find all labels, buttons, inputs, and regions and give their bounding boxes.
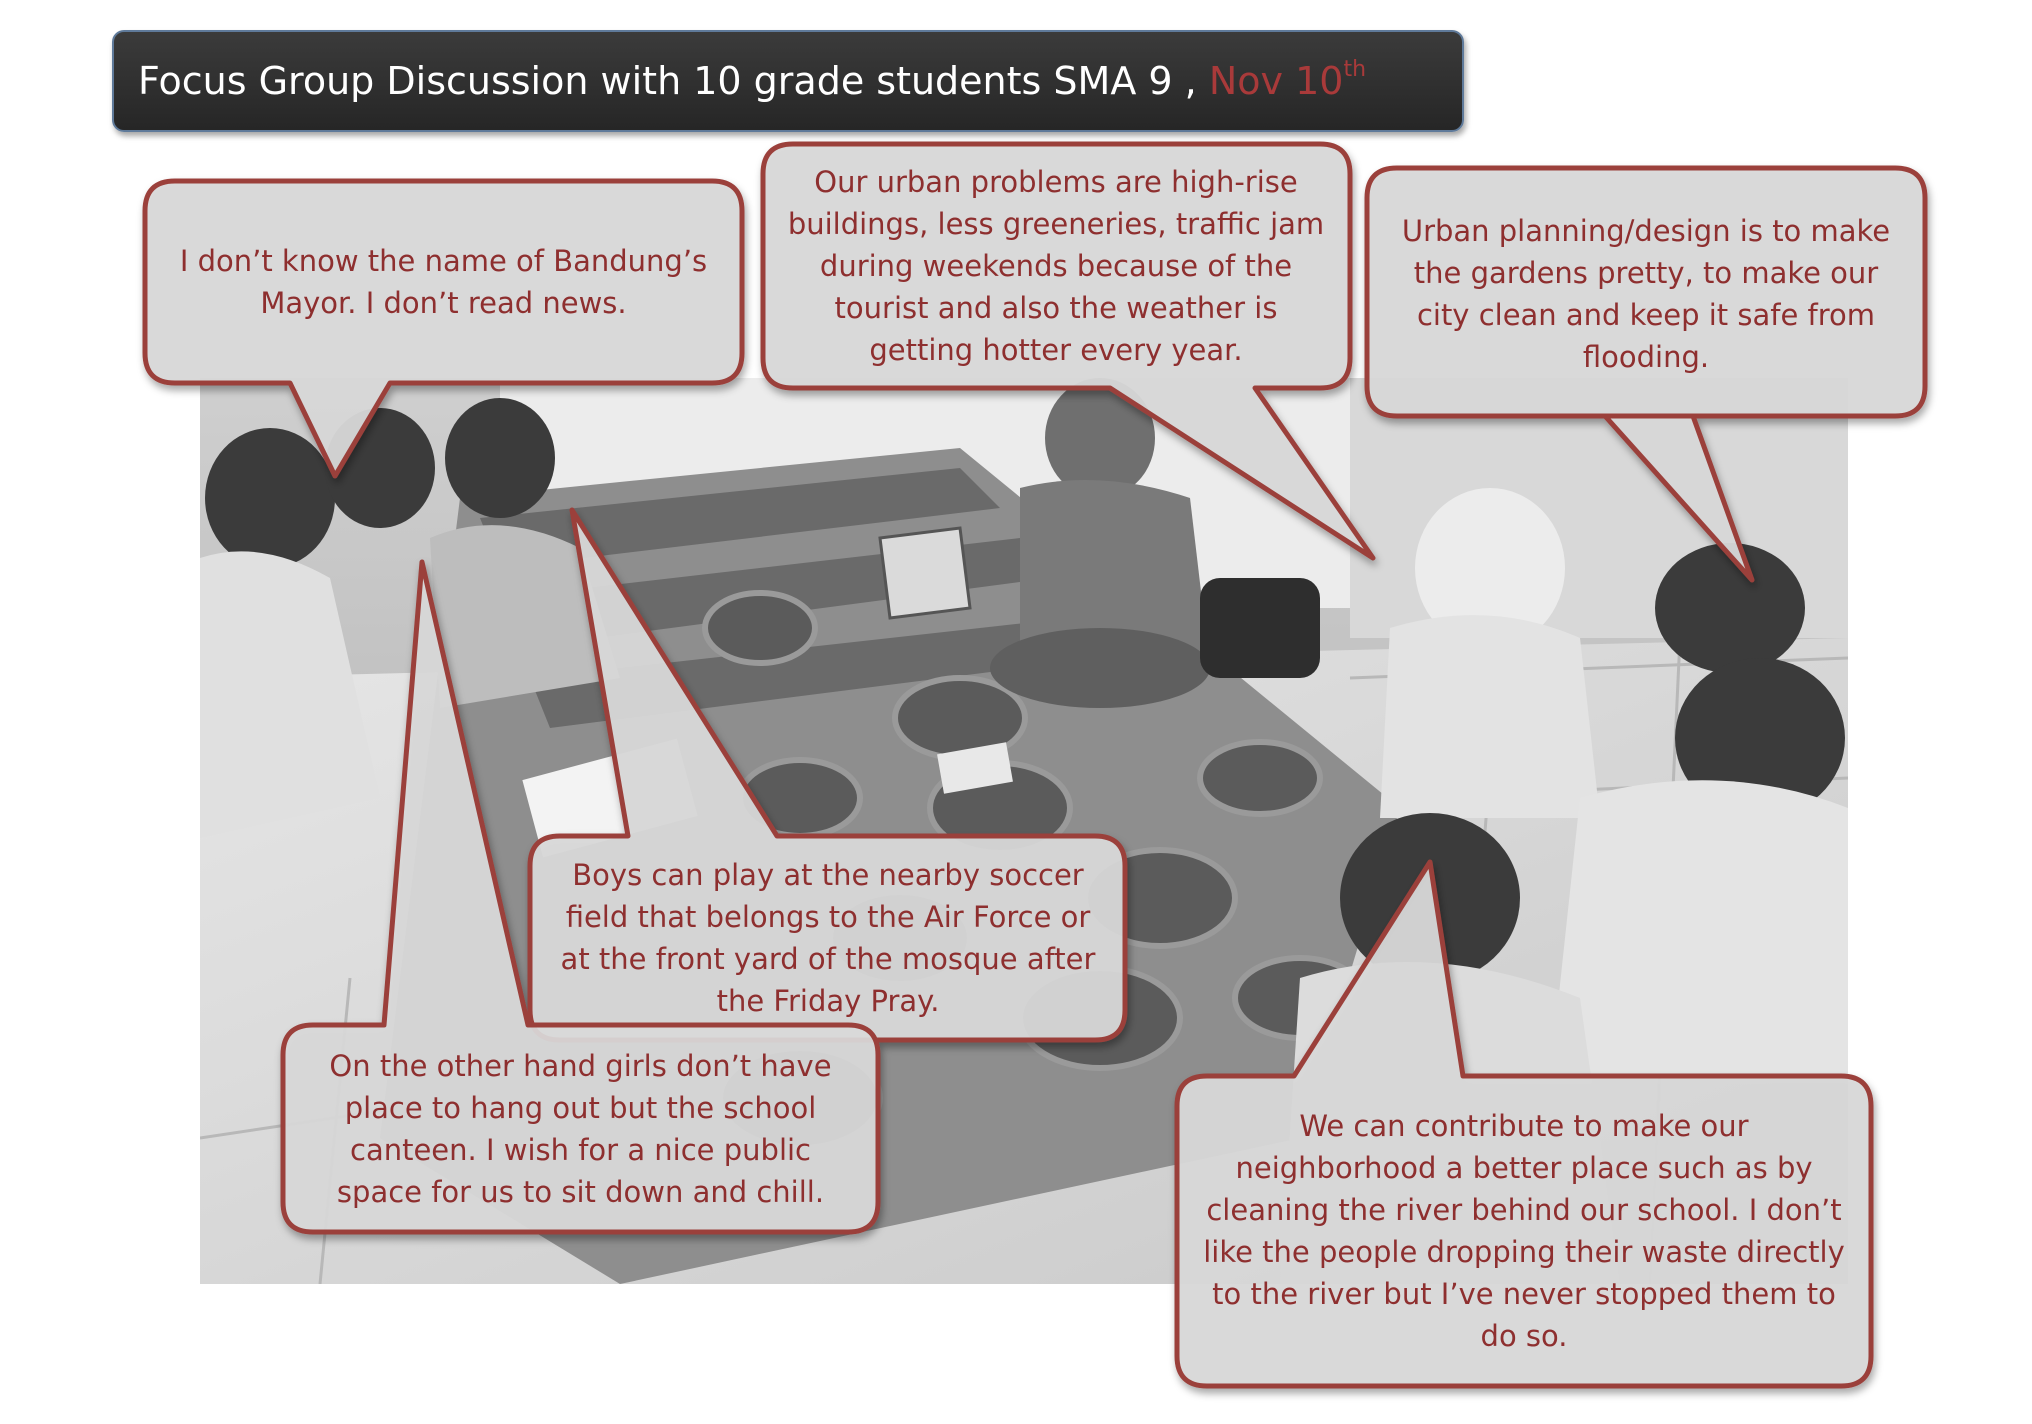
quote-urban-problems: Our urban problems are high-rise buildings, less greeneries, traffic jam during weekends because of the tourist and also the weather is getting hotter every year. bbox=[787, 165, 1325, 367]
title-date: Nov 10th bbox=[1208, 57, 1367, 103]
quote-boys-play: Boys can play at the nearby soccer field that belongs to the Air Force or at the front yard of the mosque after the Friday Pray. bbox=[560, 858, 1096, 1018]
quote-girls-space: On the other hand girls don’t have place to hang out but the school canteen. I wish for a nice public space for us to sit down and chill. bbox=[329, 1049, 832, 1209]
title-main: Focus Group Discussion with 10 grade students SMA 9 , bbox=[138, 59, 1197, 103]
title-date-suffix: th bbox=[1343, 57, 1367, 82]
quote-contribute: We can contribute to make our neighborhood a better place such as by cleaning the river behind our school. I don’t like the people dropping their waste directly to the river but I’ve never stopped them to do so. bbox=[1203, 1109, 1845, 1353]
quote-urban-planning: Urban planning/design is to make the gardens pretty, to make our city clean and keep it safe from flooding. bbox=[1401, 214, 1891, 374]
quote-mayor: I don’t know the name of Bandung’s Mayor. I don’t read news. bbox=[179, 244, 708, 320]
